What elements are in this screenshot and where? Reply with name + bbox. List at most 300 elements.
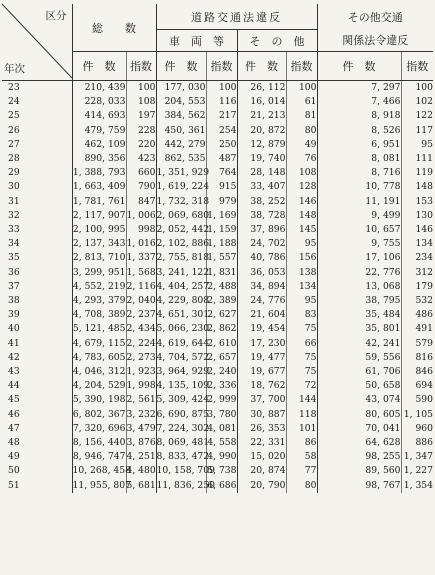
- year-cell: 31: [2, 195, 72, 209]
- other-index-cell: 148: [286, 209, 317, 223]
- total-index-cell: 2, 116: [126, 280, 156, 294]
- year-cell: 39: [2, 308, 72, 322]
- other-count-cell: 24, 702: [250, 238, 286, 250]
- other-count-cell: 28, 148: [250, 167, 286, 179]
- vehicles-index-cell: 1, 169: [206, 209, 237, 223]
- other-index-cell: 118: [286, 408, 317, 422]
- year-cell: 25: [2, 109, 72, 123]
- table-row: [2, 138, 433, 152]
- other-law-index-cell: 579: [401, 337, 433, 351]
- total-count-cell: 10, 268, 458: [72, 465, 131, 477]
- other-count-cell: 20, 790: [250, 479, 286, 491]
- other-index-header: 指数: [286, 52, 317, 81]
- vehicles-index-cell: 2, 862: [206, 322, 237, 336]
- stub-header-cell: [2, 4, 72, 81]
- total-count-cell: 6, 802, 367: [72, 408, 126, 420]
- total-index-cell: 423: [126, 152, 156, 166]
- road-traffic-law-header: 道路交通法違反: [156, 4, 317, 30]
- vehicles-index-cell: 4, 081: [206, 422, 237, 436]
- vehicles-index-cell: 4, 558: [206, 436, 237, 450]
- other-count-cell: 24, 776: [250, 295, 286, 307]
- vehicles-index-cell: 1, 188: [206, 237, 237, 251]
- vehicles-count-cell: 10, 158, 709: [156, 465, 215, 477]
- other-law-index-cell: 1, 354: [401, 479, 433, 493]
- other-index-cell: 80: [286, 124, 317, 138]
- other-law-index-cell: 148: [401, 180, 433, 194]
- table-row: [2, 195, 433, 209]
- other-count-cell: 26, 112: [237, 81, 286, 96]
- year-cell: 27: [2, 138, 72, 152]
- other-law-count-cell: 17, 106: [365, 252, 401, 264]
- other-law-count-cell: 7, 297: [317, 81, 401, 96]
- other-law-count-cell: 35, 484: [365, 309, 401, 321]
- total-index-cell: 2, 434: [126, 322, 156, 336]
- year-cell: 24: [2, 95, 72, 109]
- other-law-count-cell: 8, 918: [371, 110, 401, 122]
- other-law-index-cell: 886: [401, 436, 433, 450]
- other-count-cell: 16, 014: [250, 96, 286, 108]
- other-index-cell: 75: [286, 322, 317, 336]
- year-label: 年次: [4, 63, 25, 75]
- table-row: [2, 464, 433, 478]
- vehicles-count-cell: 5, 066, 230: [156, 323, 210, 335]
- other-law-index-cell: 1, 105: [401, 408, 433, 422]
- vehicles-index-cell: 6, 686: [206, 479, 237, 493]
- vehicles-index-cell: 2, 488: [206, 280, 237, 294]
- other-index-cell: 95: [286, 294, 317, 308]
- other-count-cell: 33, 407: [250, 181, 286, 193]
- vehicles-index-header: 指数: [206, 52, 237, 81]
- total-count-cell: 2, 813, 710: [72, 252, 126, 264]
- other-index-cell: 61: [286, 95, 317, 109]
- statistics-table: [2, 4, 433, 493]
- year-cell: 28: [2, 152, 72, 166]
- total-index-cell: 2, 561: [126, 393, 156, 407]
- table-row: [2, 166, 433, 180]
- vehicles-count-cell: 11, 836, 250: [156, 479, 215, 491]
- other-law-count-cell: 43, 074: [365, 394, 401, 406]
- year-cell: 30: [2, 180, 72, 194]
- other-index-cell: 72: [286, 379, 317, 393]
- vehicles-index-cell: 1, 159: [206, 223, 237, 237]
- total-count-cell: 4, 204, 529: [72, 380, 126, 392]
- vehicles-count-header: 件 数: [156, 52, 206, 81]
- other-index-cell: 134: [286, 280, 317, 294]
- year-cell: 23: [2, 81, 72, 96]
- total-index-cell: 2, 224: [126, 337, 156, 351]
- other-index-cell: 86: [286, 436, 317, 450]
- year-cell: 44: [2, 379, 72, 393]
- table-row: [2, 450, 433, 464]
- year-cell: 43: [2, 365, 72, 379]
- table-row: [2, 308, 433, 322]
- table-row: [2, 180, 433, 194]
- other-count-cell: 40, 786: [250, 252, 286, 264]
- table-row: [2, 81, 433, 96]
- total-count-cell: 228, 033: [84, 96, 126, 108]
- other-count-header: 件 数: [237, 52, 286, 81]
- year-cell: 46: [2, 408, 72, 422]
- other-index-cell: 138: [286, 266, 317, 280]
- other-traffic-law-header: その他交通: [347, 10, 403, 24]
- table-row: [2, 124, 433, 138]
- other-law-index-cell: 179: [401, 280, 433, 294]
- total-count-cell: 4, 783, 605: [72, 351, 126, 363]
- other-law-index-cell: 117: [401, 124, 433, 138]
- other-index-cell: 95: [286, 237, 317, 251]
- vehicles-count-cell: 1, 619, 224: [156, 181, 210, 193]
- vehicles-index-cell: 2, 610: [206, 337, 237, 351]
- vehicles-count-cell: 4, 704, 572: [156, 351, 210, 363]
- other-law-count-cell: 59, 556: [365, 351, 401, 363]
- total-count-cell: 1, 663, 409: [72, 181, 126, 193]
- other-law-index-cell: 1, 227: [401, 464, 433, 478]
- vehicles-count-cell: 2, 069, 680: [156, 209, 210, 221]
- table-row: [2, 351, 433, 365]
- vehicles-count-cell: 4, 135, 109: [156, 380, 210, 392]
- other-count-cell: 21, 604: [250, 309, 286, 321]
- other-law-count-cell: 38, 795: [365, 295, 401, 307]
- vehicles-count-cell: 1, 732, 318: [156, 195, 210, 207]
- vehicles-index-cell: 764: [206, 166, 237, 180]
- total-index-cell: 660: [126, 166, 156, 180]
- total-count-cell: 8, 156, 440: [72, 437, 126, 449]
- year-cell: 37: [2, 280, 72, 294]
- vehicles-index-cell: 116: [206, 95, 237, 109]
- table-row: [2, 109, 433, 123]
- vehicles-index-cell: 254: [206, 124, 237, 138]
- other-count-cell: 38, 252: [250, 195, 286, 207]
- total-index-cell: 790: [126, 180, 156, 194]
- other-index-cell: 108: [286, 166, 317, 180]
- other-count-cell: 38, 728: [250, 209, 286, 221]
- table-row: [2, 408, 433, 422]
- total-index-cell: 4, 480: [126, 464, 156, 478]
- total-count-cell: 2, 100, 995: [72, 224, 126, 236]
- other-law-count-cell: 42, 241: [365, 337, 401, 349]
- total-count-cell: 2, 117, 907: [72, 209, 126, 221]
- other-law-index-cell: 846: [401, 365, 433, 379]
- other-index-cell: 128: [286, 180, 317, 194]
- total-index-cell: 1, 016: [126, 237, 156, 251]
- vehicles-count-cell: 7, 224, 302: [156, 422, 210, 434]
- year-cell: 40: [2, 322, 72, 336]
- year-cell: 29: [2, 166, 72, 180]
- other-count-cell: 30, 887: [250, 408, 286, 420]
- total-index-cell: 3, 232: [126, 408, 156, 422]
- table-row: [2, 152, 433, 166]
- other-index-cell: 76: [286, 152, 317, 166]
- year-cell: 32: [2, 209, 72, 223]
- other-law-index-cell: 1, 347: [401, 450, 433, 464]
- total-index-cell: 220: [126, 138, 156, 152]
- other-law-index-cell: 486: [401, 308, 433, 322]
- other-law-index-cell: 111: [401, 152, 433, 166]
- vehicles-count-cell: 4, 404, 257: [156, 280, 210, 292]
- vehicles-count-cell: 6, 690, 875: [156, 408, 210, 420]
- other-law-index-cell: 153: [401, 195, 433, 209]
- other-count-cell: 20, 872: [250, 124, 286, 136]
- other-count-cell: 20, 874: [250, 465, 286, 477]
- vehicles-index-cell: 100: [206, 81, 237, 96]
- total-header: 総 数: [72, 4, 156, 52]
- other-index-cell: 146: [286, 195, 317, 209]
- year-cell: 42: [2, 351, 72, 365]
- vehicles-index-cell: 2, 627: [206, 308, 237, 322]
- other-index-cell: 66: [286, 337, 317, 351]
- vehicles-index-cell: 3, 780: [206, 408, 237, 422]
- year-cell: 26: [2, 124, 72, 138]
- other-law-count-cell: 8, 526: [371, 124, 401, 136]
- other-law-count-cell: 89, 560: [365, 465, 401, 477]
- table-row: [2, 280, 433, 294]
- vehicles-count-cell: 177, 030: [156, 81, 206, 96]
- other-count-cell: 26, 353: [250, 422, 286, 434]
- year-cell: 36: [2, 266, 72, 280]
- total-index-cell: 1, 006: [126, 209, 156, 223]
- table-row: [2, 266, 433, 280]
- other-law-count-cell: 70, 041: [365, 422, 401, 434]
- total-index-cell: 108: [126, 95, 156, 109]
- total-count-cell: 5, 390, 198: [72, 394, 126, 406]
- other-count-cell: 37, 896: [250, 224, 286, 236]
- other-count-cell: 15, 020: [250, 451, 286, 463]
- other-index-cell: 81: [286, 109, 317, 123]
- total-index-cell: 847: [126, 195, 156, 209]
- vehicles-index-cell: 2, 240: [206, 365, 237, 379]
- other-law-count-cell: 8, 716: [371, 167, 401, 179]
- other-index-cell: 75: [286, 365, 317, 379]
- table-row: [2, 436, 433, 450]
- other-law-count-cell: 50, 658: [365, 380, 401, 392]
- other-law-index-cell: 134: [401, 237, 433, 251]
- vehicles-index-cell: 4, 990: [206, 450, 237, 464]
- other-law-count-cell: 98, 255: [365, 451, 401, 463]
- other-index-cell: 80: [286, 479, 317, 493]
- other-count-cell: 21, 213: [250, 110, 286, 122]
- other-count-cell: 37, 700: [250, 394, 286, 406]
- total-index-cell: 2, 273: [126, 351, 156, 365]
- other-index-cell: 58: [286, 450, 317, 464]
- table-row: [2, 393, 433, 407]
- vehicles-count-cell: 450, 361: [164, 124, 206, 136]
- vehicles-header: 車 両 等: [156, 30, 237, 52]
- total-index-cell: 3, 876: [126, 436, 156, 450]
- other-count-cell: 17, 230: [250, 337, 286, 349]
- vehicles-count-cell: 2, 755, 818: [156, 252, 210, 264]
- total-count-cell: 890, 356: [84, 153, 126, 165]
- total-index-cell: 1, 568: [126, 266, 156, 280]
- other-law-index-cell: 102: [401, 95, 433, 109]
- total-count-cell: 5, 121, 485: [72, 323, 126, 335]
- table-row: [2, 365, 433, 379]
- other-law-index-cell: 312: [401, 266, 433, 280]
- vehicles-index-cell: 2, 389: [206, 294, 237, 308]
- other-index-cell: 49: [286, 138, 317, 152]
- other-count-cell: 34, 894: [250, 280, 286, 292]
- total-count-cell: 1, 388, 793: [72, 167, 126, 179]
- other-index-cell: 101: [286, 422, 317, 436]
- other-count-cell: 19, 477: [250, 351, 286, 363]
- total-index-cell: 4, 251: [126, 450, 156, 464]
- table-row: [2, 294, 433, 308]
- year-cell: 47: [2, 422, 72, 436]
- other-index-cell: 77: [286, 464, 317, 478]
- total-count-cell: 210, 439: [72, 81, 126, 96]
- other-count-cell: 36, 053: [250, 266, 286, 278]
- other-index-cell: 156: [286, 251, 317, 265]
- vehicles-index-cell: 217: [206, 109, 237, 123]
- year-cell: 41: [2, 337, 72, 351]
- total-count-cell: 462, 109: [84, 138, 126, 150]
- other-law-count-cell: 13, 068: [365, 280, 401, 292]
- total-count-cell: 11, 955, 807: [72, 479, 131, 491]
- vehicles-index-cell: 2, 999: [206, 393, 237, 407]
- other-law-count-cell: 22, 776: [365, 266, 401, 278]
- vehicles-count-cell: 3, 241, 122: [156, 266, 210, 278]
- total-count-cell: 4, 293, 379: [72, 295, 126, 307]
- year-cell: 45: [2, 393, 72, 407]
- table-row: [2, 337, 433, 351]
- vehicles-index-cell: 487: [206, 152, 237, 166]
- total-count-cell: 2, 137, 343: [72, 238, 126, 250]
- vehicles-index-cell: 1, 557: [206, 251, 237, 265]
- total-count-cell: 4, 552, 219: [72, 280, 126, 292]
- year-cell: 49: [2, 450, 72, 464]
- other-law-index-cell: 122: [401, 109, 433, 123]
- other-law-count-cell: 64, 628: [365, 437, 401, 449]
- category-label: 区分: [45, 10, 67, 22]
- vehicles-count-cell: 384, 562: [164, 110, 206, 122]
- other-index-cell: 145: [286, 223, 317, 237]
- table-row: [2, 237, 433, 251]
- total-index-cell: 1, 998: [126, 379, 156, 393]
- other-index-cell: 75: [286, 351, 317, 365]
- vehicles-count-cell: 4, 619, 644: [156, 337, 210, 349]
- other-law-count-cell: 35, 801: [365, 323, 401, 335]
- year-cell: 38: [2, 294, 72, 308]
- other-count-cell: 18, 762: [250, 380, 286, 392]
- table-row: [2, 251, 433, 265]
- total-count-cell: 479, 759: [84, 124, 126, 136]
- vehicles-index-cell: 250: [206, 138, 237, 152]
- other-count-cell: 22, 331: [250, 437, 286, 449]
- other-law-count-cell: 98, 767: [365, 479, 401, 491]
- vehicles-count-cell: 1, 351, 929: [156, 167, 210, 179]
- total-index-cell: 1, 337: [126, 251, 156, 265]
- other-law-index-cell: 100: [401, 81, 433, 96]
- other-index-cell: 144: [286, 393, 317, 407]
- vehicles-index-cell: 2, 336: [206, 379, 237, 393]
- other-law-index-cell: 532: [401, 294, 433, 308]
- table-row: [2, 209, 433, 223]
- total-index-cell: 2, 237: [126, 308, 156, 322]
- other-law-index-cell: 491: [401, 322, 433, 336]
- table-row: [2, 379, 433, 393]
- vehicles-count-cell: 442, 279: [164, 138, 206, 150]
- vehicles-count-cell: 4, 229, 808: [156, 295, 210, 307]
- vehicles-count-cell: 8, 069, 481: [156, 437, 210, 449]
- other-law-index-cell: 694: [401, 379, 433, 393]
- total-index-cell: 2, 040: [126, 294, 156, 308]
- other-traffic-law-subheader: 関係法令違反: [317, 30, 433, 52]
- vehicles-count-cell: 2, 102, 886: [156, 238, 210, 250]
- table-row: [2, 95, 433, 109]
- vehicles-index-cell: 1, 831: [206, 266, 237, 280]
- other-law-index-cell: 146: [401, 223, 433, 237]
- total-count-cell: 1, 781, 761: [72, 195, 126, 207]
- other-law-count-cell: 9, 755: [371, 238, 401, 250]
- other-count-cell: 19, 677: [250, 366, 286, 378]
- total-index-cell: 3, 479: [126, 422, 156, 436]
- other-law-index-cell: 95: [401, 138, 433, 152]
- year-cell: 51: [2, 479, 72, 493]
- other-law-count-cell: 10, 657: [365, 224, 401, 236]
- other-header: そ の 他: [237, 30, 317, 52]
- total-count-cell: 4, 708, 389: [72, 309, 126, 321]
- vehicles-count-cell: 8, 833, 472: [156, 451, 210, 463]
- other-law-index-cell: 960: [401, 422, 433, 436]
- other-count-cell: 19, 740: [250, 153, 286, 165]
- other-law-count-cell: 61, 706: [365, 366, 401, 378]
- other-law-count-cell: 6, 951: [371, 138, 401, 150]
- other-law-count-cell: 10, 778: [365, 181, 401, 193]
- other-law-index-cell: 119: [401, 166, 433, 180]
- total-count-cell: 4, 046, 312: [72, 366, 126, 378]
- other-law-count-header: 件 数: [317, 52, 401, 81]
- total-index-cell: 100: [126, 81, 156, 96]
- vehicles-index-cell: 2, 657: [206, 351, 237, 365]
- table-row: [2, 322, 433, 336]
- total-count-cell: 4, 679, 115: [72, 337, 126, 349]
- year-cell: 34: [2, 237, 72, 251]
- year-cell: 35: [2, 251, 72, 265]
- vehicles-count-cell: 2, 052, 442: [156, 224, 210, 236]
- total-index-cell: 228: [126, 124, 156, 138]
- total-count-cell: 3, 299, 951: [72, 266, 126, 278]
- other-law-count-cell: 11, 191: [365, 195, 401, 207]
- other-law-count-cell: 9, 499: [371, 209, 401, 221]
- total-count-cell: 414, 693: [84, 110, 126, 122]
- other-law-count-cell: 7, 466: [371, 96, 401, 108]
- year-cell: 48: [2, 436, 72, 450]
- total-count-cell: 7, 320, 696: [72, 422, 126, 434]
- vehicles-count-cell: 862, 535: [164, 153, 206, 165]
- year-cell: 50: [2, 464, 72, 478]
- vehicles-index-cell: 915: [206, 180, 237, 194]
- table-row: [2, 479, 433, 493]
- vehicles-count-cell: 4, 651, 301: [156, 309, 210, 321]
- table-row: [2, 223, 433, 237]
- vehicles-count-cell: 5, 309, 424: [156, 394, 210, 406]
- vehicles-index-cell: 979: [206, 195, 237, 209]
- other-law-count-cell: 8, 081: [371, 153, 401, 165]
- other-law-index-cell: 590: [401, 393, 433, 407]
- vehicles-index-cell: 5, 738: [206, 464, 237, 478]
- table-row: [2, 422, 433, 436]
- year-cell: 33: [2, 223, 72, 237]
- total-index-cell: 197: [126, 109, 156, 123]
- total-index-cell: 5, 681: [126, 479, 156, 493]
- other-index-cell: 100: [286, 81, 317, 96]
- other-law-index-cell: 816: [401, 351, 433, 365]
- total-count-header: 件 数: [72, 52, 126, 81]
- other-law-index-header: 指数: [401, 52, 433, 81]
- total-index-cell: 1, 923: [126, 365, 156, 379]
- other-law-index-cell: 130: [401, 209, 433, 223]
- vehicles-count-cell: 3, 964, 929: [156, 366, 210, 378]
- vehicles-count-cell: 204, 553: [164, 96, 206, 108]
